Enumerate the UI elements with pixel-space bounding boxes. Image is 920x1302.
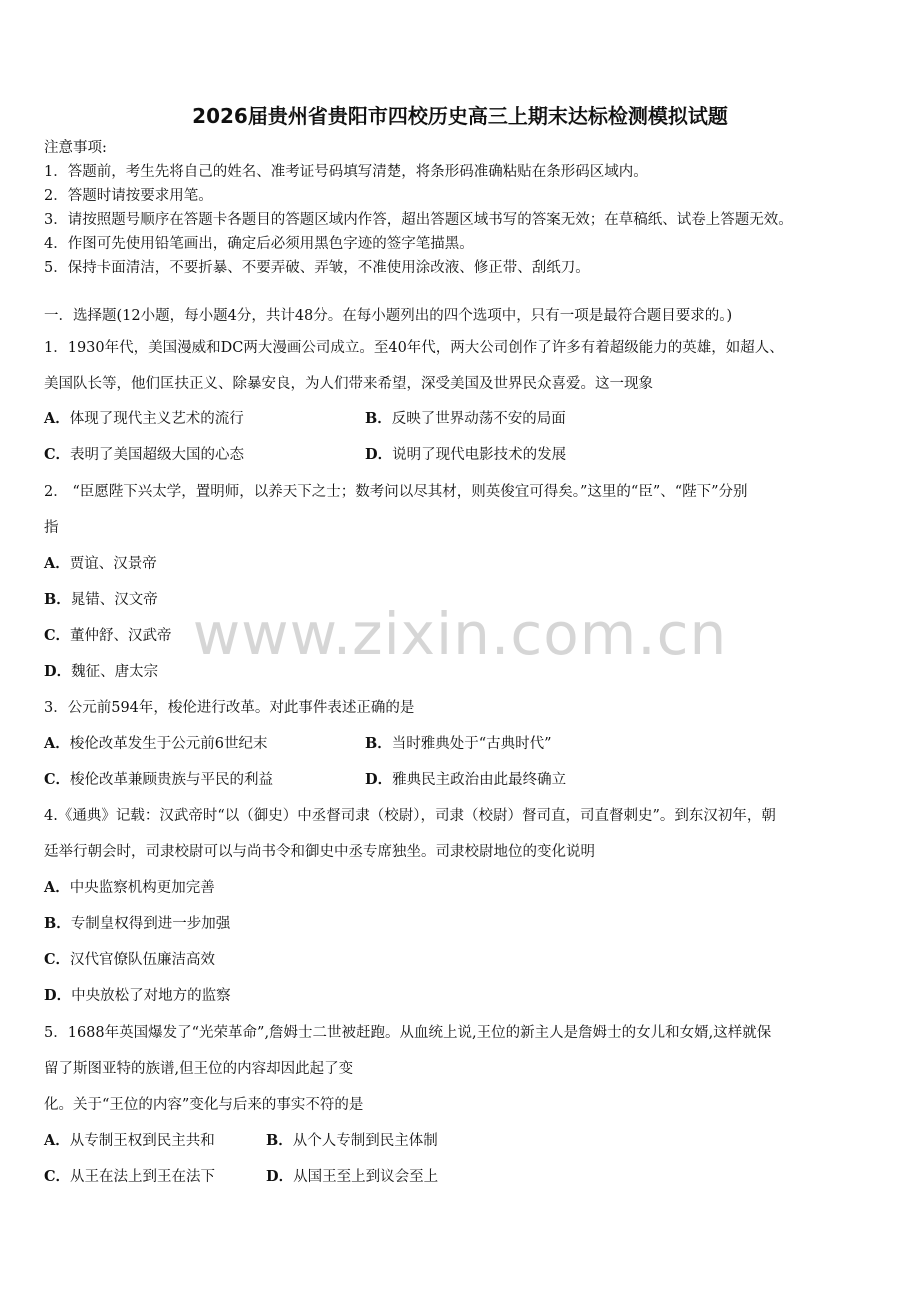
option-d: D．中央放松了对地方的监察 xyxy=(44,987,231,1004)
section-heading: 一．选择题(12小题，每小题4分，共计48分。在每小题列出的四个选项中，只有一项是最符合题目要求的。) xyxy=(44,308,733,324)
option-d: D．说明了现代电影技术的发展 xyxy=(365,446,567,463)
page-title: 2026届贵州省贵阳市四校历史高三上期末达标检测模拟试题 xyxy=(192,104,728,128)
option-a: A．从专制王权到民主共和 xyxy=(44,1132,215,1149)
notice-item: 1．答题前，考生先将自己的姓名、准考证号码填写清楚，将条形码准确粘贴在条形码区域内。 xyxy=(44,164,648,180)
option-b: B．从个人专制到民主体制 xyxy=(266,1132,438,1149)
option-a: A．梭伦改革发生于公元前6世纪末 xyxy=(44,735,268,752)
question-stem: 4.《通典》记载：汉武帝时“以（御史）中丞督司隶（校尉），司隶（校尉）督司直，司直督刺史”。到东汉初年，朝 xyxy=(44,808,776,824)
notice-item: 4．作图可先使用铅笔画出，确定后必须用黑色字迹的签字笔描黑。 xyxy=(44,236,474,252)
notice-item: 2．答题时请按要求用笔。 xyxy=(44,188,213,204)
option-c: C．梭伦改革兼顾贵族与平民的利益 xyxy=(44,771,274,788)
option-a: A．体现了现代主义艺术的流行 xyxy=(44,410,244,427)
question-stem: 3．公元前594年，梭伦进行改革。对此事件表述正确的是 xyxy=(44,700,415,716)
option-b: B．当时雅典处于“古典时代” xyxy=(365,735,552,752)
notice-heading: 注意事项: xyxy=(44,140,107,156)
option-d: D．魏征、唐太宗 xyxy=(44,663,159,680)
question-stem: 美国队长等，他们匡扶正义、除暴安良，为人们带来希望，深受美国及世界民众喜爱。这一现象 xyxy=(44,376,653,392)
option-a: A．贾谊、汉景帝 xyxy=(44,555,157,572)
question-stem: 指 xyxy=(44,520,59,536)
question-stem: 2． “臣愿陛下兴太学，置明师，以养天下之士；数考问以尽其材，则英俊宜可得矣。”这里的“臣”、“陛下”分别 xyxy=(44,484,748,500)
question-stem: 1．1930年代，美国漫威和DC两大漫画公司成立。至40年代，两大公司创作了许多有着超级能力的英雄，如超人、 xyxy=(44,340,784,356)
option-c: C．从王在法上到王在法下 xyxy=(44,1168,216,1185)
option-b: B．晁错、汉文帝 xyxy=(44,591,158,608)
notice-item: 3．请按照题号顺序在答题卡各题目的答题区域内作答，超出答题区域书写的答案无效；在草稿纸、试卷上答题无效。 xyxy=(44,212,793,228)
question-stem: 留了斯图亚特的族谱,但王位的内容却因此起了变 xyxy=(44,1061,354,1077)
notice-item: 5．保持卡面清洁，不要折暴、不要弄破、弄皱，不准使用涂改液、修正带、刮纸刀。 xyxy=(44,260,590,276)
watermark: www.zixin.com.cn xyxy=(192,600,728,668)
option-d: D．从国王至上到议会至上 xyxy=(266,1168,439,1185)
option-c: C．董仲舒、汉武帝 xyxy=(44,627,172,644)
question-stem: 5．1688年英国爆发了“光荣革命”,詹姆士二世被赶跑。从血统上说,王位的新主人是詹姆士的女儿和女婿,这样就保 xyxy=(44,1025,772,1041)
option-b: B．专制皇权得到进一步加强 xyxy=(44,915,231,932)
question-stem: 廷举行朝会时，司隶校尉可以与尚书令和御史中丞专席独坐。司隶校尉地位的变化说明 xyxy=(44,844,595,860)
option-a: A．中央监察机构更加完善 xyxy=(44,879,215,896)
option-d: D．雅典民主政治由此最终确立 xyxy=(365,771,567,788)
option-b: B．反映了世界动荡不安的局面 xyxy=(365,410,566,427)
option-c: C．表明了美国超级大国的心态 xyxy=(44,446,245,463)
option-c: C．汉代官僚队伍廉洁高效 xyxy=(44,951,216,968)
question-stem: 化。关于“王位的内容”变化与后来的事实不符的是 xyxy=(44,1097,364,1113)
